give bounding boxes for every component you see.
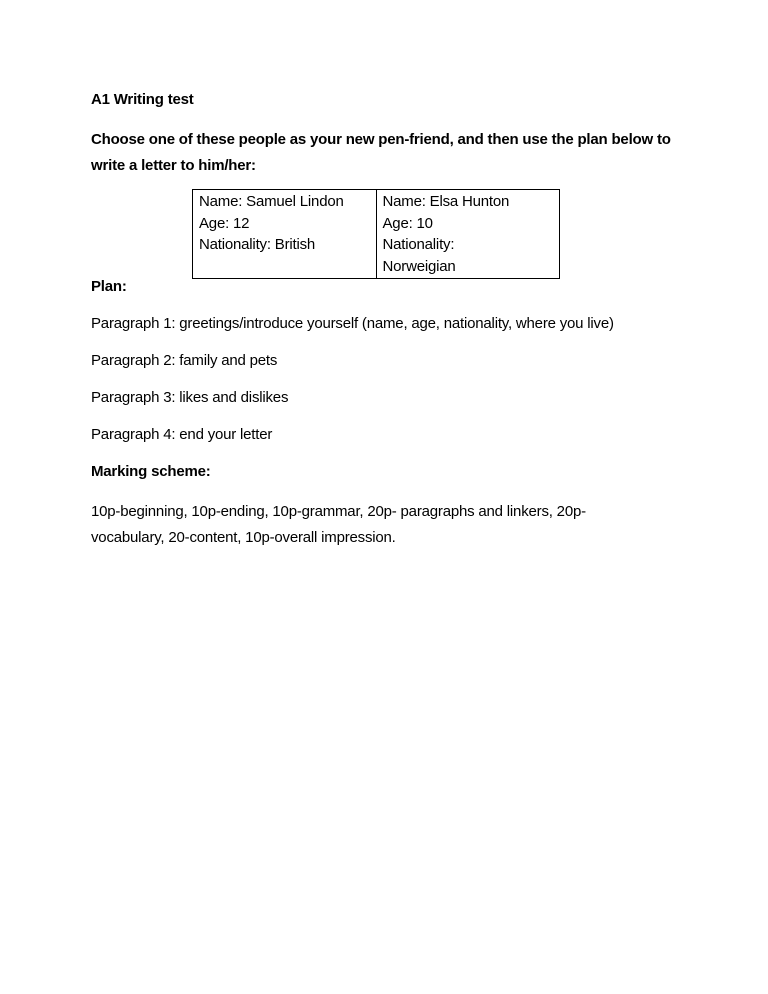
- marking-scheme-text: 10p-beginning, 10p-ending, 10p-grammar, 20p- paragraphs and linkers, 20p-vocabulary, 20-content, 10p-overall impression.: [91, 503, 586, 546]
- person-nationality: Nationality:: [382, 236, 455, 253]
- person-nationality: Nationality: British: [199, 236, 316, 253]
- person-card-elsa: [376, 190, 560, 279]
- person-name: Name: Samuel Lindon: [199, 193, 344, 210]
- person-age: Age: 12: [199, 214, 250, 232]
- plan-heading: Plan:: [91, 278, 127, 295]
- table-row: [193, 190, 560, 279]
- plan-paragraph-3: Paragraph 3: likes and dislikes: [91, 389, 289, 406]
- person-nationality-value: Norweigian: [382, 257, 456, 275]
- plan-paragraph-2: Paragraph 2: family and pets: [91, 352, 278, 369]
- plan-paragraph-4: Paragraph 4: end your letter: [91, 426, 273, 443]
- marking-scheme-heading: Marking scheme:: [91, 463, 211, 480]
- person-card-samuel: [193, 190, 377, 279]
- instructions-text: Choose one of these people as your new pen-friend, and then use the plan below to write a letter to him/her:: [91, 131, 671, 174]
- plan-paragraph-1: Paragraph 1: greetings/introduce yourself (name, age, nationality, where you live): [91, 315, 614, 332]
- pen-friend-table: [192, 189, 560, 279]
- person-name: Name: Elsa Hunton: [382, 193, 510, 210]
- person-age: Age: 10: [382, 214, 433, 232]
- test-title: A1 Writing test: [91, 91, 194, 108]
